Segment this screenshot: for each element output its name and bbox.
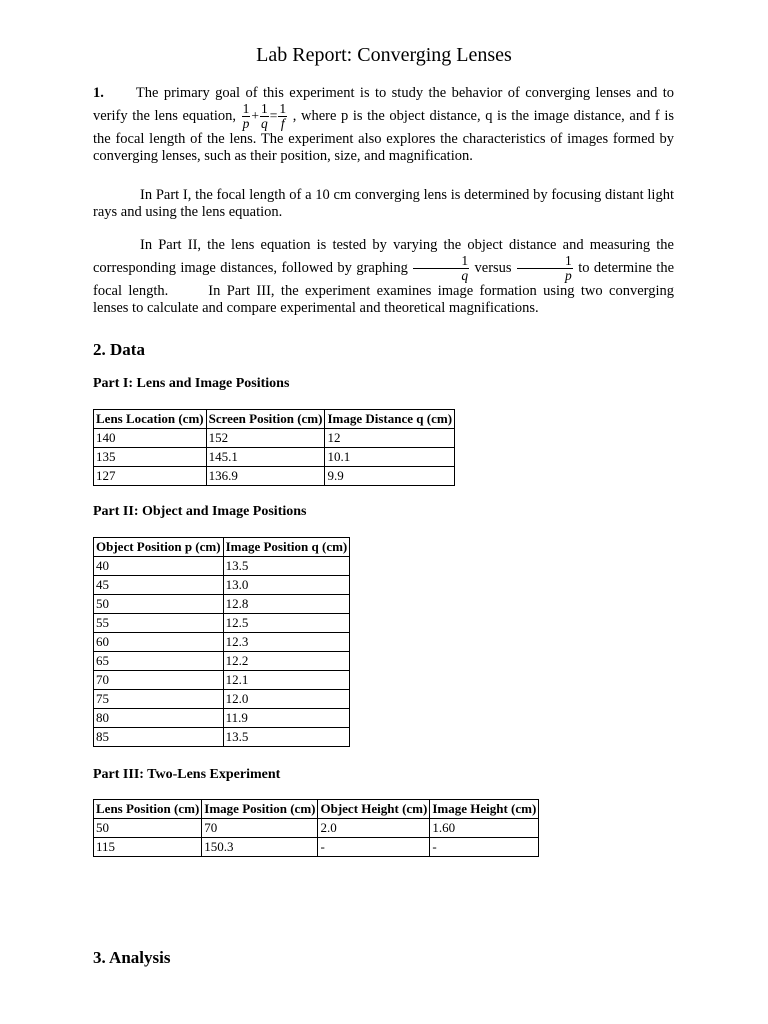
table-cell: 12.2 — [223, 652, 350, 671]
part1-table — [93, 409, 455, 486]
table-row — [94, 690, 350, 709]
table-row — [94, 633, 350, 652]
table-row — [94, 709, 350, 728]
table-cell: 2.0 — [318, 819, 430, 838]
table-row — [94, 467, 455, 486]
table-cell: 11.9 — [223, 709, 350, 728]
table-cell: 1.60 — [430, 819, 539, 838]
column-header: Object Position p (cm) — [94, 538, 224, 557]
fraction-one-over-p-graph: $\frac{1}{p}$ — [517, 254, 573, 283]
table-row — [94, 576, 350, 595]
table-cell: 127 — [94, 467, 207, 486]
table-header-row — [94, 538, 350, 557]
table-cell: 45 — [94, 576, 224, 595]
table-row — [94, 671, 350, 690]
part2-table — [93, 537, 350, 747]
table-cell: - — [318, 838, 430, 857]
column-header: Object Height (cm) — [318, 800, 430, 819]
table-cell: 150.3 — [202, 838, 318, 857]
table-cell: 60 — [94, 633, 224, 652]
table-row — [94, 728, 350, 747]
table-cell: 12 — [325, 429, 455, 448]
table-cell: 13.0 — [223, 576, 350, 595]
intro-text-a: The primary goal of this experiment is to study the behavior of converging lenses and to verify the lens equation, — [93, 85, 674, 124]
table-row — [94, 838, 539, 857]
table-cell: 12.5 — [223, 614, 350, 633]
part2-text-a: In Part II, the lens equation is tested by varying the object distance and measuring the corresponding image distances, followed by graphing — [93, 237, 674, 276]
table-cell: 70 — [202, 819, 318, 838]
plus-sign: + — [251, 107, 260, 123]
versus-word: versus — [474, 259, 512, 276]
part2-text-b: to determine the focal length. — [93, 259, 675, 299]
table-cell: 115 — [94, 838, 202, 857]
column-header: Lens Position (cm) — [94, 800, 202, 819]
table-cell: 12.0 — [223, 690, 350, 709]
table-cell: 75 — [94, 690, 224, 709]
intro-text-b: , where p is the object distance, q is the image distance, and f is the focal length of the lens. The experiment also explores the characteristics of images formed by converging lenses, such as their position, size, and magnification. — [93, 107, 675, 164]
part3-intro-text: In Part III, the experiment examines image formation using two converging lenses to calculate and compare experimental and theoretical magnifications. — [93, 283, 674, 316]
table-cell: - — [430, 838, 539, 857]
table-cell: 152 — [206, 429, 325, 448]
table-cell: 80 — [94, 709, 224, 728]
part3-heading: Part III: Two-Lens Experiment — [93, 767, 281, 782]
table-row — [94, 557, 350, 576]
data-section-heading: 2. Data — [93, 340, 145, 359]
intro-paragraph — [93, 85, 674, 165]
part3-table — [93, 799, 539, 857]
fraction-one-over-q: $\frac{1}{q}$ — [261, 101, 268, 131]
table-cell: 70 — [94, 671, 224, 690]
table-header-row — [94, 410, 455, 429]
column-header: Image Position (cm) — [202, 800, 318, 819]
analysis-section-heading: 3. Analysis — [93, 948, 171, 967]
table-cell: 12.1 — [223, 671, 350, 690]
column-header: Screen Position (cm) — [206, 410, 325, 429]
table-cell: 50 — [94, 819, 202, 838]
table-row — [94, 448, 455, 467]
table-row — [94, 652, 350, 671]
table-row — [94, 614, 350, 633]
table-cell: 13.5 — [223, 728, 350, 747]
table-cell: 55 — [94, 614, 224, 633]
column-header: Image Position q (cm) — [223, 538, 350, 557]
fraction-one-over-q-graph: $\frac{1}{q}$ — [413, 254, 469, 283]
equals-sign: = — [269, 107, 278, 123]
part1-heading: Part I: Lens and Image Positions — [93, 376, 290, 391]
table-cell: 145.1 — [206, 448, 325, 467]
table-cell: 140 — [94, 429, 207, 448]
fraction-one-over-p: $\frac{1}{p}$ — [242, 101, 250, 131]
table-cell: 12.3 — [223, 633, 350, 652]
table-cell: 12.8 — [223, 595, 350, 614]
table-cell: 40 — [94, 557, 224, 576]
table-cell: 13.5 — [223, 557, 350, 576]
column-header: Image Distance q (cm) — [325, 410, 455, 429]
fraction-one-over-f: $\frac{1}{f}$ — [279, 101, 287, 131]
table-cell: 136.9 — [206, 467, 325, 486]
table-cell: 85 — [94, 728, 224, 747]
section-number: 1. — [93, 85, 104, 101]
table-header-row — [94, 800, 539, 819]
part2-heading: Part II: Object and Image Positions — [93, 504, 307, 519]
table-cell: 50 — [94, 595, 224, 614]
part1-intro-paragraph: In Part I, the focal length of a 10 cm converging lens is determined by focusing distant light rays and using the lens equation. — [93, 187, 674, 220]
table-cell: 65 — [94, 652, 224, 671]
table-cell: 135 — [94, 448, 207, 467]
column-header: Lens Location (cm) — [94, 410, 207, 429]
report-title: Lab Report: Converging Lenses — [256, 44, 512, 66]
part2-intro-paragraph — [93, 237, 674, 317]
column-header: Image Height (cm) — [430, 800, 539, 819]
table-row — [94, 595, 350, 614]
table-row — [94, 819, 539, 838]
table-cell: 9.9 — [325, 467, 455, 486]
table-row — [94, 429, 455, 448]
table-cell: 10.1 — [325, 448, 455, 467]
